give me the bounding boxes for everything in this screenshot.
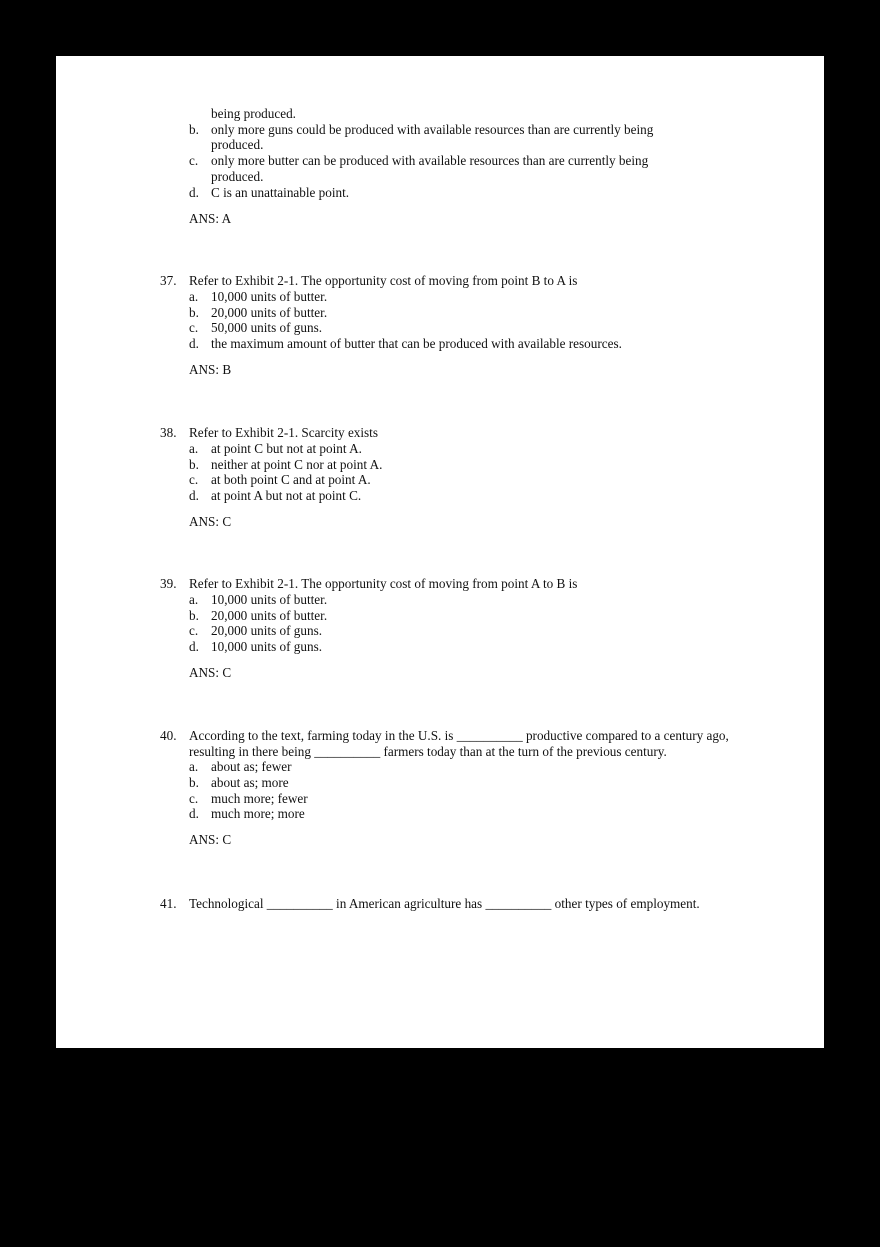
option-letter: a.	[189, 441, 199, 456]
option-letter: b.	[189, 775, 199, 790]
option-text: 20,000 units of guns.	[211, 623, 322, 638]
option-text: only more butter can be produced with available resources than are currently being	[211, 153, 649, 168]
option-text: neither at point C nor at point A.	[211, 457, 383, 472]
option-text: about as; more	[211, 775, 289, 790]
option-text: much more; more	[211, 806, 305, 821]
question-number: 39.	[160, 576, 177, 591]
option-letter: a.	[189, 592, 199, 607]
option-text: 20,000 units of butter.	[211, 608, 328, 623]
question-number: 38.	[160, 425, 177, 440]
option-text: at point C but not at point A.	[211, 441, 362, 456]
option-letter: b.	[189, 457, 199, 472]
answer-key: ANS: C	[189, 832, 232, 847]
option-text: 10,000 units of butter.	[211, 289, 328, 304]
question-stem: According to the text, farming today in the U.S. is __________ productive compared to a century ago,	[189, 728, 729, 743]
option-letter: c.	[189, 623, 199, 638]
option-text: only more guns could be produced with available resources than are currently being	[211, 122, 654, 137]
question-stem: Refer to Exhibit 2-1. The opportunity cost of moving from point B to A is	[189, 273, 578, 288]
option-letter: c.	[189, 153, 199, 168]
question-stem: Refer to Exhibit 2-1. Scarcity exists	[189, 425, 378, 440]
option-letter: a.	[189, 759, 199, 774]
option-text: 10,000 units of butter.	[211, 592, 328, 607]
document-page	[56, 56, 824, 1048]
option-letter: d.	[189, 488, 199, 503]
option-text: 10,000 units of guns.	[211, 639, 322, 654]
option-text: the maximum amount of butter that can be produced with available resources.	[211, 336, 622, 351]
option-letter: c.	[189, 791, 199, 806]
option-text: produced.	[211, 169, 264, 184]
question-number: 40.	[160, 728, 177, 743]
option-text: 50,000 units of guns.	[211, 320, 322, 335]
option-letter: d.	[189, 336, 199, 351]
option-letter: b.	[189, 122, 199, 137]
option-text: C is an unattainable point.	[211, 185, 350, 200]
option-letter: d.	[189, 806, 199, 821]
answer-key: ANS: C	[189, 665, 232, 680]
option-letter: b.	[189, 608, 199, 623]
option-letter: b.	[189, 305, 199, 320]
option-letter: d.	[189, 185, 199, 200]
option-text: produced.	[211, 137, 264, 152]
option-text: about as; fewer	[211, 759, 292, 774]
answer-key: ANS: A	[189, 211, 232, 226]
question-stem-line-2: resulting in there being __________ farmers today than at the turn of the previous century.	[189, 744, 667, 759]
option-text: at both point C and at point A.	[211, 472, 371, 487]
question-number: 41.	[160, 896, 177, 911]
answer-key: ANS: C	[189, 514, 232, 529]
option-text: much more; fewer	[211, 791, 308, 806]
option-letter: d.	[189, 639, 199, 654]
option-text: at point A but not at point C.	[211, 488, 362, 503]
option-letter: c.	[189, 320, 199, 335]
answer-key: ANS: B	[189, 362, 232, 377]
option-letter: c.	[189, 472, 199, 487]
question-stem: Technological __________ in American agriculture has __________ other types of employment.	[189, 896, 700, 911]
option-text: being produced.	[211, 106, 296, 121]
option-letter: a.	[189, 289, 199, 304]
option-text: 20,000 units of butter.	[211, 305, 328, 320]
question-number: 37.	[160, 273, 177, 288]
question-stem: Refer to Exhibit 2-1. The opportunity cost of moving from point A to B is	[189, 576, 578, 591]
